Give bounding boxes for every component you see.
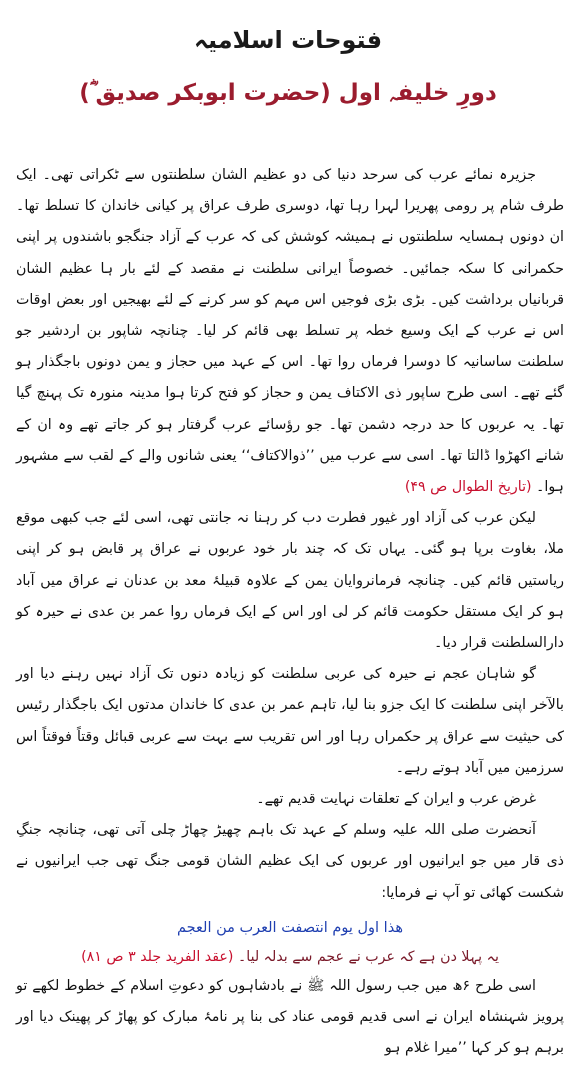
body-text	[16, 160, 564, 1064]
paragraph-5	[16, 815, 564, 909]
paragraph-4-text: غرض عرب و ایران کے تعلقات نہایت قدیم تھے۔	[256, 791, 536, 808]
paragraph-2-text: لیکن عرب کی آزاد اور غیور فطرت دب کر رہنا نہ جانتی تھی، اسی لئے جب کبھی موقع ملا، بغاوت برپا ہو گئی۔ یہاں تک کہ چند بار خود عربوں نے عراق پر قابض ہو کر اپنی ریاستیں قائم کیں۔ چنانچہ فرمانروایان یمن کے علاوہ قبیلۂ معد بن عدنان نے عراق میں آباد ہو کر ایک مستقل حکومت قائم کر لی اور اس کے ایک فرماں روا عمر بن عدی نے حیرہ کو دارالسلطنت قرار دیا۔	[16, 510, 564, 652]
closing-paragraph-text: اسی طرح ۶ھ میں جب رسول اللہ ﷺ نے بادشاہوں کو دعوتِ اسلام کے خطوط لکھے تو پرویز شہنشاہ ایران نے اسی قدیم قومی عناد کی بنا پر نامۂ مبارک کو پھاڑ کر پھینک دیا اور برہم ہو کر کہا ’’میرا غلام ہو	[16, 977, 564, 1057]
paragraph-1	[16, 160, 564, 503]
paragraph-2	[16, 503, 564, 659]
paragraph-5-text: آنحضرت صلی اللہ علیہ وسلم کے عہد تک باہم چھیڑ چھاڑ چلی آتی تھی، چنانچہ جنگِ ذی قار میں جو ایرانیوں اور عربوں کی ایک عظیم الشان قومی جنگ تھی جب ایرانیوں نے شکست کھائی تو آپ نے فرمایا:	[16, 822, 564, 901]
paragraph-3-text: گو شاہان عجم نے حیرہ کی عربی سلطنت کو زیادہ دنوں تک آزاد نہیں رہنے دیا اور بالآخر اپنی سلطنت کا ایک جزو بنا لیا، تاہم عمر بن عدی کا خاندان مدتوں ایک باجگذار رئیس کی حیثیت سے عراق پر حکمراں رہا اور اس تقریب سے بہت سے عربی قبائل وقتاً فوقتاً اس سرزمین میں آباد ہوتے رہے۔	[16, 666, 564, 776]
paragraph-1-reference: (تاریخ الطوال ص ۴۹)	[404, 479, 532, 496]
arabic-quote: هذا اول يوم انتصفت العرب من العجم	[177, 919, 403, 936]
quote-translation-line	[16, 943, 564, 971]
paragraph-3	[16, 659, 564, 784]
paragraph-1-text: جزیرہ نمائے عرب کی سرحد دنیا کی دو عظیم الشان سلطنتوں سے ٹکراتی تھی۔ ایک طرف شام پر رومی پھریرا لہرا رہا تھا، دوسری طرف عراق پر کیانی خاندان کا تسلط تھا۔ ان دونوں ہمسایہ سلطنتوں نے ہمیشہ کوشش کی کہ عرب کے آزاد جنگجو باشندوں پر اپنی حکمرانی کا سکہ جمائیں۔ خصوصاً ایرانی سلطنت نے مقصد کے لئے بار ہا عظیم الشان قربانیاں برداشت کیں۔ بڑی بڑی فوجیں اس مہم کو سر کرنے کے لئے بھیجیں اور بعض اوقات اس نے عرب کے ایک وسیع خطہ پر تسلط بھی قائم کر لیا۔ چنانچہ شاپور بن اردشیر جو سلطنت ساسانیہ کا دوسرا فرماں روا تھا۔ اس کے عہد میں حجاز و یمن دونوں باجگذار ہو گئے تھے۔ اسی طرح ساپور ذی الاکتاف یمن و حجاز کو فتح کرتا ہوا مدینہ منورہ تک پہنچ گیا تھا۔ یہ عربوں کا حد درجہ دشمن تھا۔ جو رؤسائے عرب گرفتار ہو کر جاتے تھے وہ ان کے شانے اکھڑوا ڈالتا تھا۔ اسی سے عرب میں ’’ذوالاکتاف‘‘ یعنی شانوں والے کے لقب سے مشہور ہوا۔	[16, 167, 564, 496]
closing-paragraph	[16, 971, 564, 1065]
paragraph-4	[16, 784, 564, 815]
page-subtitle: دورِ خلیفہ اول (حضرت ابوبکر صدیق ؓ)	[79, 80, 497, 106]
quote-translation: یہ پہلا دن ہے کہ عرب نے عجم سے بدلہ لیا۔	[237, 948, 499, 965]
page-title: فتوحات اسلامیہ	[193, 26, 383, 54]
quote-reference: (عقد الفرید جلد ۳ ص ۸۱)	[81, 948, 234, 965]
